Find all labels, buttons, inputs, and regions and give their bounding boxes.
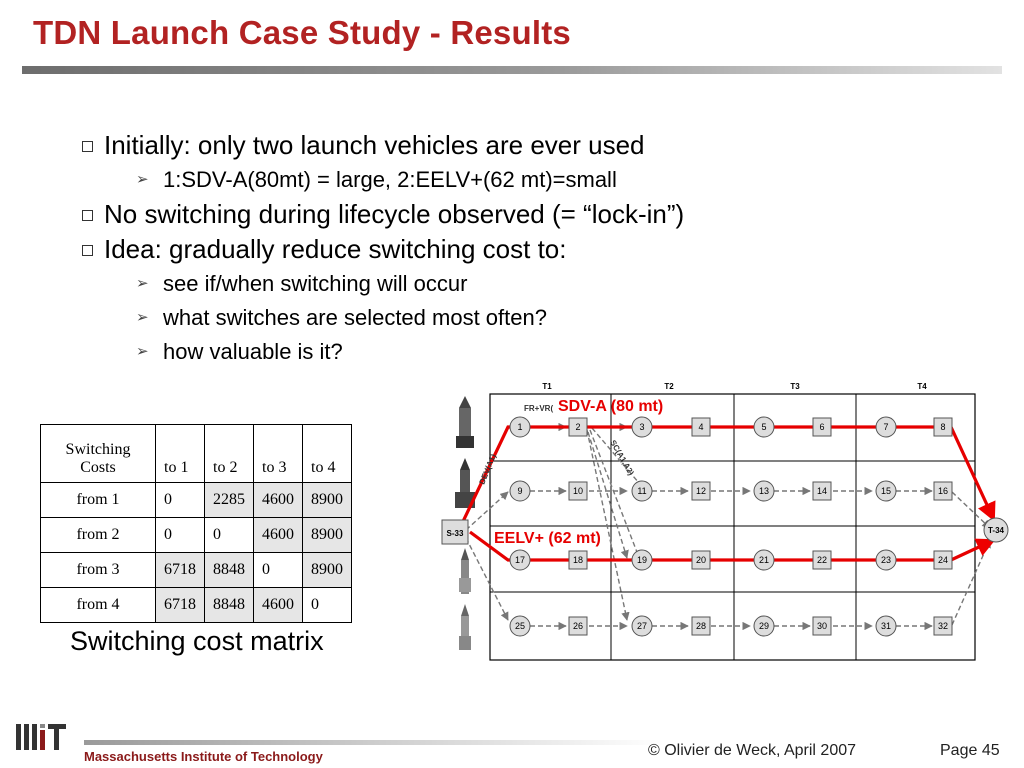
square-bullet-icon <box>82 245 93 256</box>
sub-bullet-item <box>78 163 684 197</box>
node-label: 21 <box>758 555 770 565</box>
diagram-annotation: SC(A1,A2) <box>608 438 636 477</box>
copyright-text: © Olivier de Weck, April 2007 <box>648 742 857 759</box>
sub-bullet-text: see if/when switching will occur <box>163 271 468 296</box>
table-cell: 4600 <box>254 483 303 518</box>
sub-bullet-text: how valuable is it? <box>163 339 343 364</box>
page-number: Page 45 <box>940 742 1000 759</box>
node-label: 32 <box>937 621 949 631</box>
node-label: 24 <box>937 555 949 565</box>
square-bullet-icon <box>82 210 93 221</box>
diagram-annotation: DEV(A1) <box>477 452 498 486</box>
node-label: 19 <box>636 555 648 565</box>
table-cell: 8900 <box>303 518 352 553</box>
bullet-list <box>78 128 684 369</box>
table-header-cell: Switching Costs <box>41 425 156 483</box>
node-label: 22 <box>816 555 828 565</box>
table-header-cell: to 4 <box>303 425 352 483</box>
node-label: 9 <box>517 486 523 496</box>
node-label: 25 <box>514 621 526 631</box>
node-label: 27 <box>636 621 648 631</box>
node-label: 26 <box>572 621 584 631</box>
start-node-label: S-33 <box>446 529 464 538</box>
footer-divider <box>84 740 664 745</box>
sub-bullet-item <box>78 267 684 301</box>
table-cell: 6718 <box>156 588 205 623</box>
table-row <box>41 553 352 588</box>
table-cell: 8848 <box>205 553 254 588</box>
table-cell: 0 <box>156 518 205 553</box>
period-label: T2 <box>664 382 674 391</box>
table-header-cell: to 1 <box>156 425 205 483</box>
table-cell: 2285 <box>205 483 254 518</box>
row-label-cell: from 4 <box>41 588 156 623</box>
eelv-label: EELV+ (62 mt) <box>494 530 601 547</box>
node-label: 7 <box>883 422 889 432</box>
table-row <box>41 518 352 553</box>
node-label: 11 <box>637 486 647 496</box>
bullet-item <box>78 128 684 163</box>
period-label: T1 <box>542 382 552 391</box>
table-cell: 8848 <box>205 588 254 623</box>
row-label-cell: from 2 <box>41 518 156 553</box>
sdv-path <box>458 427 994 532</box>
table-cell: 4600 <box>254 588 303 623</box>
node-label: 6 <box>819 422 825 432</box>
table-header-row <box>41 425 352 483</box>
row-label-cell: from 3 <box>41 553 156 588</box>
launch-network-diagram <box>440 380 1020 665</box>
sub-bullet-text: 1:SDV-A(80mt) = large, 2:EELV+(62 mt)=small <box>163 167 617 192</box>
table-cell: 8900 <box>303 553 352 588</box>
grid-frame <box>490 394 975 660</box>
rocket-icon <box>456 396 474 448</box>
node-label: 8 <box>940 422 946 432</box>
table-cell: 6718 <box>156 553 205 588</box>
node-label: 2 <box>575 422 581 432</box>
switching-cost-matrix <box>40 424 352 623</box>
sub-bullet-text: what switches are selected most often? <box>163 305 547 330</box>
table-row <box>41 483 352 518</box>
table-cell: 4600 <box>254 518 303 553</box>
sdv-label: SDV-A (80 mt) <box>558 398 664 415</box>
node-label: 23 <box>880 555 892 565</box>
sub-bullet-item <box>78 301 684 335</box>
mit-logo <box>14 722 74 754</box>
node-label: 1 <box>517 422 523 432</box>
node-label: 30 <box>816 621 828 631</box>
node-label: 31 <box>880 621 892 631</box>
node-label: 14 <box>816 486 828 496</box>
node-label: 18 <box>572 555 584 565</box>
table-header-cell: to 2 <box>205 425 254 483</box>
table-cell: 0 <box>156 483 205 518</box>
bullet-text: No switching during lifecycle observed (= “lock-in”) <box>104 199 685 229</box>
table-row <box>41 588 352 623</box>
rocket-icon <box>459 548 471 594</box>
node-label: 4 <box>698 422 704 432</box>
title-underline-bar <box>22 66 1002 74</box>
node-label: 29 <box>758 621 770 631</box>
node-label: 3 <box>639 422 645 432</box>
node-label: 5 <box>761 422 767 432</box>
table-cell: 0 <box>303 588 352 623</box>
bullet-item <box>78 197 684 232</box>
slide-title: TDN Launch Case Study - Results <box>33 14 571 51</box>
period-label: T4 <box>917 382 927 391</box>
node-label: 17 <box>514 555 526 565</box>
bullet-text: Initially: only two launch vehicles are ever used <box>104 130 645 160</box>
node-label: 13 <box>758 486 770 496</box>
square-bullet-icon <box>82 141 93 152</box>
sub-bullet-item <box>78 335 684 369</box>
node-label: 10 <box>572 486 584 496</box>
node-label: 12 <box>695 486 707 496</box>
arrow-bullet-icon: ➢ <box>136 275 149 292</box>
bullet-item <box>78 232 684 267</box>
arrow-bullet-icon: ➢ <box>136 171 149 188</box>
arrow-bullet-icon: ➢ <box>136 343 149 360</box>
table-header-cell: to 3 <box>254 425 303 483</box>
arrow-bullet-icon: ➢ <box>136 309 149 326</box>
diagram-annotation: FR+VR( <box>524 404 554 413</box>
table-caption: Switching cost matrix <box>70 626 324 656</box>
node-label: 16 <box>937 486 949 496</box>
row-label-cell: from 1 <box>41 483 156 518</box>
table-cell: 0 <box>254 553 303 588</box>
bullet-text: Idea: gradually reduce switching cost to: <box>104 234 567 264</box>
table-cell: 0 <box>205 518 254 553</box>
node-label: 20 <box>695 555 707 565</box>
rocket-icon <box>459 604 471 650</box>
node-label: 15 <box>880 486 892 496</box>
table-cell: 8900 <box>303 483 352 518</box>
end-node-label: T-34 <box>987 526 1005 535</box>
node-label: 28 <box>695 621 707 631</box>
period-label: T3 <box>790 382 800 391</box>
institution-name: Massachusetts Institute of Technology <box>84 749 323 764</box>
